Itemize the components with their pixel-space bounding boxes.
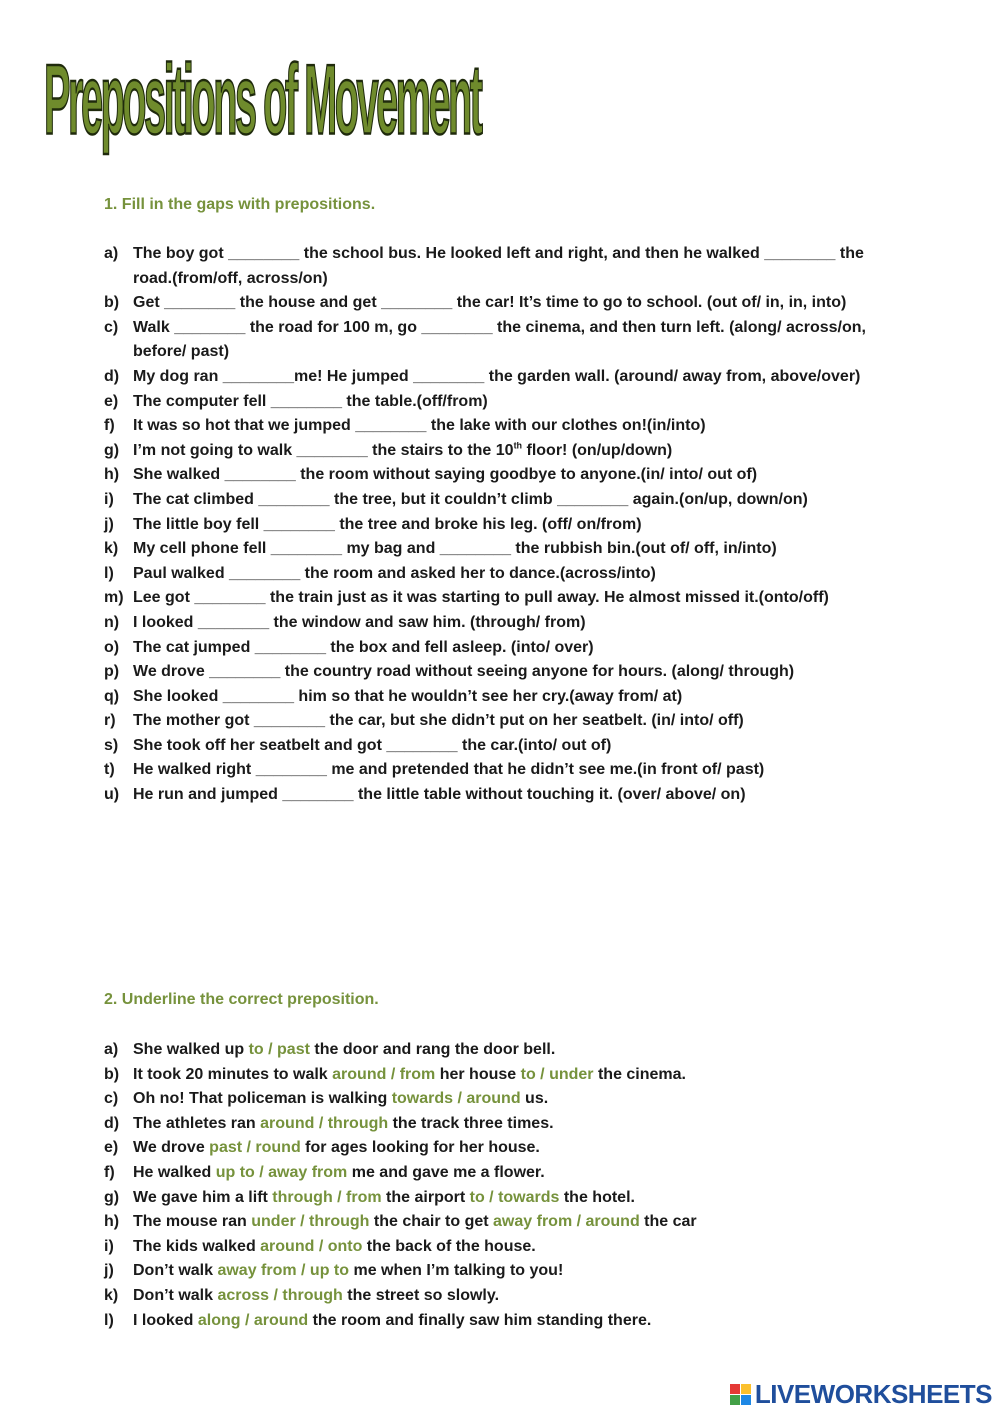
item-text-main: She took off her seatbelt and got ________ the car.(into/ out of) (133, 736, 612, 754)
item-letter: r) (104, 712, 116, 730)
list-item (104, 758, 904, 783)
item-text-main: She walked ________ the room without saying goodbye to anyone.(in/ into/ out of) (133, 466, 758, 484)
item-text-part: the door and rang the door bell. (309, 1041, 556, 1058)
list-item (104, 660, 904, 685)
item-text-part: the room and finally saw him standing there. (308, 1311, 652, 1329)
item-text-main: She looked ________ him so that he wouldn’t see her cry.(away from/ at) (133, 687, 683, 705)
item-text-part: Don’t walk (133, 1286, 218, 1304)
list-item (104, 1284, 904, 1309)
item-text-part: He walked (133, 1163, 216, 1181)
item-letter: b) (104, 1065, 120, 1083)
item-letter: l) (104, 1311, 114, 1329)
item-text-main: Get ________ the house and get ________ the car! It’s time to go to school. (out of/ in, in, into) (133, 294, 847, 312)
item-text-part: the chair to get (369, 1213, 494, 1231)
list-item (104, 1136, 904, 1161)
preposition-options: under / through (251, 1213, 370, 1231)
item-text (133, 1161, 904, 1186)
item-text (133, 1284, 904, 1309)
item-text (133, 1112, 904, 1137)
list-item (104, 1210, 904, 1235)
item-text (133, 1259, 904, 1284)
item-text-part: the cinema. (593, 1065, 686, 1083)
item-text-rest: floor! (on/up/down) (522, 441, 673, 459)
item-letter: b) (104, 294, 120, 312)
preposition-options: towards / around (391, 1090, 521, 1108)
item-text-part: We gave him a lift (133, 1188, 273, 1206)
item-text (133, 734, 904, 759)
item-text (133, 562, 904, 587)
item-text (133, 365, 904, 390)
item-text (133, 1235, 904, 1260)
item-letter: n) (104, 613, 120, 631)
preposition-options: away from / up to (217, 1262, 350, 1280)
item-text-part: the back of the house. (362, 1237, 536, 1255)
item-text-main: It was so hot that we jumped ________ the lake with our clothes on!(in/into) (133, 417, 706, 435)
item-text-part: the airport (381, 1188, 470, 1206)
item-letter: d) (104, 1114, 120, 1132)
item-text-main: My cell phone fell ________ my bag and ________ the rubbish bin.(out of/ off, in/into) (133, 540, 777, 558)
item-letter: k) (104, 540, 119, 558)
item-text (133, 660, 904, 685)
preposition-options: to / past (248, 1041, 310, 1058)
item-text (133, 586, 904, 611)
list-item (104, 365, 904, 390)
logo-square (730, 1395, 740, 1405)
item-letter: q) (104, 687, 120, 705)
item-letter: p) (104, 663, 120, 681)
item-text (133, 537, 904, 562)
item-text-part: me and gave me a flower. (347, 1163, 545, 1181)
item-text (133, 291, 904, 316)
list-item (104, 463, 904, 488)
item-text-part: Don’t walk (133, 1262, 218, 1280)
logo-mark-icon (730, 1384, 751, 1405)
logo-square (741, 1395, 751, 1405)
item-text (133, 685, 904, 710)
item-letter: i) (104, 490, 114, 508)
item-text (133, 513, 904, 538)
preposition-options: through / from (272, 1188, 382, 1206)
list-item (104, 390, 904, 415)
list-item (104, 734, 904, 759)
item-text-part: She walked up (133, 1041, 249, 1058)
item-text-part: The kids walked (133, 1237, 261, 1255)
preposition-options: across / through (217, 1286, 343, 1304)
fill-gaps-list (104, 242, 904, 808)
item-text (133, 463, 904, 488)
list-item (104, 783, 904, 808)
list-item (104, 316, 904, 365)
item-text-part: I looked (133, 1311, 198, 1329)
preposition-options: around / from (332, 1065, 436, 1083)
item-text (133, 1186, 904, 1211)
item-text-main: The cat climbed ________ the tree, but it couldn’t climb ________ again.(on/up, down/on) (133, 490, 808, 508)
preposition-options: away from / around (493, 1213, 640, 1231)
item-text (133, 758, 904, 783)
list-item (104, 439, 904, 464)
item-text (133, 636, 904, 661)
item-text-part: the car (639, 1213, 697, 1231)
item-text-part: The mouse ran (133, 1213, 252, 1231)
item-text-part: We drove (133, 1139, 210, 1157)
item-text-main: Lee got ________ the train just as it was starting to pull away. He almost missed it.(onto/off) (133, 589, 829, 607)
item-text-main: The mother got ________ the car, but she didn’t put on her seatbelt. (in/ into/ off) (133, 712, 744, 730)
item-text-main: I looked ________ the window and saw him. (through/ from) (133, 613, 586, 631)
item-letter: c) (104, 318, 119, 336)
item-letter: a) (104, 1041, 119, 1058)
item-text-part: the hotel. (559, 1188, 635, 1206)
preposition-options: around / onto (260, 1237, 363, 1255)
item-text-main: He run and jumped ________ the little table without touching it. (over/ above/ on) (133, 786, 746, 804)
item-letter: h) (104, 1213, 120, 1231)
preposition-options: to / towards (469, 1188, 560, 1206)
preposition-options: up to / away from (215, 1163, 348, 1181)
item-letter: j) (104, 515, 114, 533)
item-text (133, 1136, 904, 1161)
logo-square (741, 1384, 751, 1394)
item-text-part: the street so slowly. (342, 1286, 500, 1304)
item-text-part: us. (520, 1090, 549, 1108)
item-text-part: The athletes ran (133, 1114, 261, 1132)
item-text (133, 783, 904, 808)
item-letter: u) (104, 786, 120, 804)
item-text (133, 1210, 904, 1235)
list-item (104, 537, 904, 562)
item-text-part: me when I’m talking to you! (349, 1262, 564, 1280)
item-letter: d) (104, 367, 120, 385)
item-text-main: Paul walked ________ the room and asked her to dance.(across/into) (133, 564, 656, 582)
item-text (133, 488, 904, 513)
section-1-heading: 1. Fill in the gaps with prepositions. (104, 196, 376, 213)
item-text-part: for ages looking for her house. (300, 1139, 540, 1157)
item-letter: t) (104, 761, 115, 779)
list-item (104, 709, 904, 734)
list-item (104, 1309, 904, 1334)
list-item (104, 636, 904, 661)
item-text (133, 1309, 904, 1334)
list-item (104, 242, 904, 291)
item-letter: h) (104, 466, 120, 484)
item-text-part: the track three times. (388, 1114, 554, 1132)
item-text-main: The computer fell ________ the table.(off/from) (133, 392, 488, 410)
item-letter: s) (104, 736, 119, 754)
list-item (104, 1235, 904, 1260)
item-text-main: He walked right ________ me and pretended that he didn’t see me.(in front of/ past) (133, 761, 765, 779)
item-text-main: The cat jumped ________ the box and fell asleep. (into/ over) (133, 638, 594, 656)
item-letter: f) (104, 1163, 115, 1181)
item-letter: k) (104, 1286, 119, 1304)
item-text-main: I’m not going to walk ________ the stairs to the 10 (133, 441, 514, 459)
list-item (104, 1112, 904, 1137)
section-2-heading: 2. Underline the correct preposition. (104, 991, 379, 1008)
list-item (104, 291, 904, 316)
item-letter: l) (104, 564, 114, 582)
item-text (133, 1038, 904, 1063)
item-text-main: We drove ________ the country road without seeing anyone for hours. (along/ through) (133, 663, 795, 681)
item-text (133, 1087, 904, 1112)
item-text-main: Walk ________ the road for 100 m, go ________ the cinema, and then turn left. (along/ across/on, before/ past) (133, 318, 866, 361)
item-text (133, 611, 904, 636)
preposition-options: to / under (520, 1065, 594, 1083)
preposition-options: around / through (260, 1114, 389, 1132)
logo-text: LIVEWORKSHEETS (754, 1378, 992, 1409)
item-letter: m) (104, 589, 124, 607)
superscript: th (513, 440, 523, 451)
item-letter: i) (104, 1237, 114, 1255)
item-letter: g) (104, 1188, 120, 1206)
item-text (133, 390, 904, 415)
item-letter: e) (104, 1139, 119, 1157)
underline-list (104, 1038, 904, 1333)
item-text (133, 709, 904, 734)
item-text-part: It took 20 minutes to walk (133, 1065, 333, 1083)
list-item (104, 562, 904, 587)
worksheet-title: Prepositions of Movement (44, 43, 481, 156)
list-item (104, 611, 904, 636)
item-text-part: her house (435, 1065, 521, 1083)
list-item (104, 685, 904, 710)
preposition-options: along / around (197, 1311, 309, 1329)
item-letter: j) (104, 1262, 114, 1280)
preposition-options: past / round (209, 1139, 301, 1157)
list-item (104, 1186, 904, 1211)
item-text (133, 1063, 904, 1088)
list-item (104, 1161, 904, 1186)
item-letter: f) (104, 417, 115, 435)
list-item (104, 488, 904, 513)
item-text (133, 439, 904, 464)
item-letter: c) (104, 1090, 119, 1108)
list-item (104, 1259, 904, 1284)
item-text-main: The boy got ________ the school bus. He looked left and right, and then he walked ________ the road.(from/off, across/on) (133, 245, 864, 287)
logo-square (730, 1384, 740, 1394)
list-item (104, 513, 904, 538)
item-letter: g) (104, 441, 120, 459)
item-letter: a) (104, 245, 119, 262)
list-item (104, 414, 904, 439)
liveworksheets-logo (730, 1378, 992, 1409)
item-text (133, 414, 904, 439)
item-text-main: My dog ran ________me! He jumped ________ the garden wall. (around/ away from, above/over) (133, 367, 861, 385)
list-item (104, 586, 904, 611)
item-text-main: The little boy fell ________ the tree and broke his leg. (off/ on/from) (133, 515, 642, 533)
item-letter: o) (104, 638, 120, 656)
item-letter: e) (104, 392, 119, 410)
list-item (104, 1063, 904, 1088)
item-text (133, 242, 904, 291)
list-item (104, 1038, 904, 1063)
item-text (133, 316, 904, 365)
item-text-part: Oh no! That policeman is walking (133, 1090, 392, 1108)
list-item (104, 1087, 904, 1112)
